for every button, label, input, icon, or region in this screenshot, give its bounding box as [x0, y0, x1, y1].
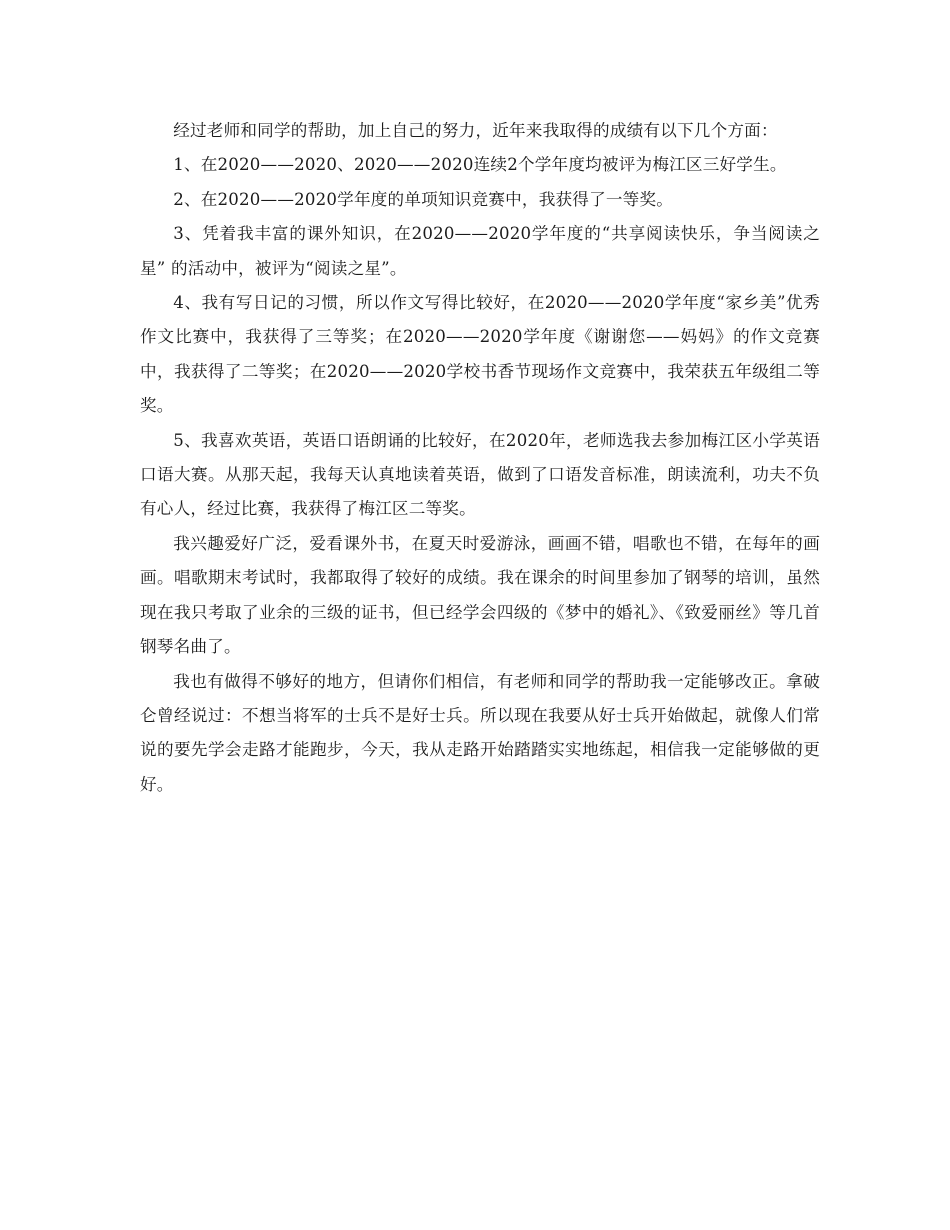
paragraph-conclusion: 我也有做得不够好的地方，但请你们相信，有老师和同学的帮助我一定能够改正。拿破仑曾经说过：不想当将军的士兵不是好士兵。所以现在我要从好士兵开始做起，就像人们常说的要先学会走路才能跑步，今天，我从走路开始踏踏实实地练起，相信我一定能够做的更好。 [140, 671, 820, 794]
paragraph-item-5: 5、我喜欢英语，英语口语朗诵的比较好，在2020年，老师选我去参加梅江区小学英语口语大赛。从那天起，我每天认真地读着英语，做到了口语发音标准，朗读流利，功夫不负有心人，经过比赛，我获得了梅江区二等奖。 [140, 430, 820, 519]
paragraph-item-3: 3、凭着我丰富的课外知识，在2020——2020学年度的“共享阅读快乐，争当阅读之星” 的活动中，被评为“阅读之星”。 [140, 224, 820, 278]
document-body [140, 114, 820, 802]
paragraph-hobbies: 我兴趣爱好广泛，爱看课外书，在夏天时爱游泳，画画不错，唱歌也不错，在每年的画画。唱歌期末考试时，我都取得了较好的成绩。我在课余的时间里参加了钢琴的培训，虽然现在我只考取了业余的三级的证书，但已经学会四级的《梦中的婚礼》、《致爱丽丝》等几首钢琴名曲了。 [140, 533, 820, 657]
paragraph-item-1: 1、在2020——2020、2020——2020连续2个学年度均被评为梅江区三好学生。 [173, 155, 787, 175]
paragraph-item-2: 2、在2020——2020学年度的单项知识竞赛中，我获得了一等奖。 [173, 189, 674, 209]
paragraph-intro: 经过老师和同学的帮助，加上自己的努力，近年来我取得的成绩有以下几个方面： [173, 121, 778, 140]
paragraph-item-4: 4、我有写日记的习惯，所以作文写得比较好，在2020——2020学年度“家乡美”优秀作文比赛中，我获得了三等奖；在2020——2020学年度《谢谢您——妈妈》的作文竞赛中，我获得了二等奖；在2020——2020学校书香节现场作文竞赛中，我荣获五年级组二等奖。 [140, 293, 820, 416]
